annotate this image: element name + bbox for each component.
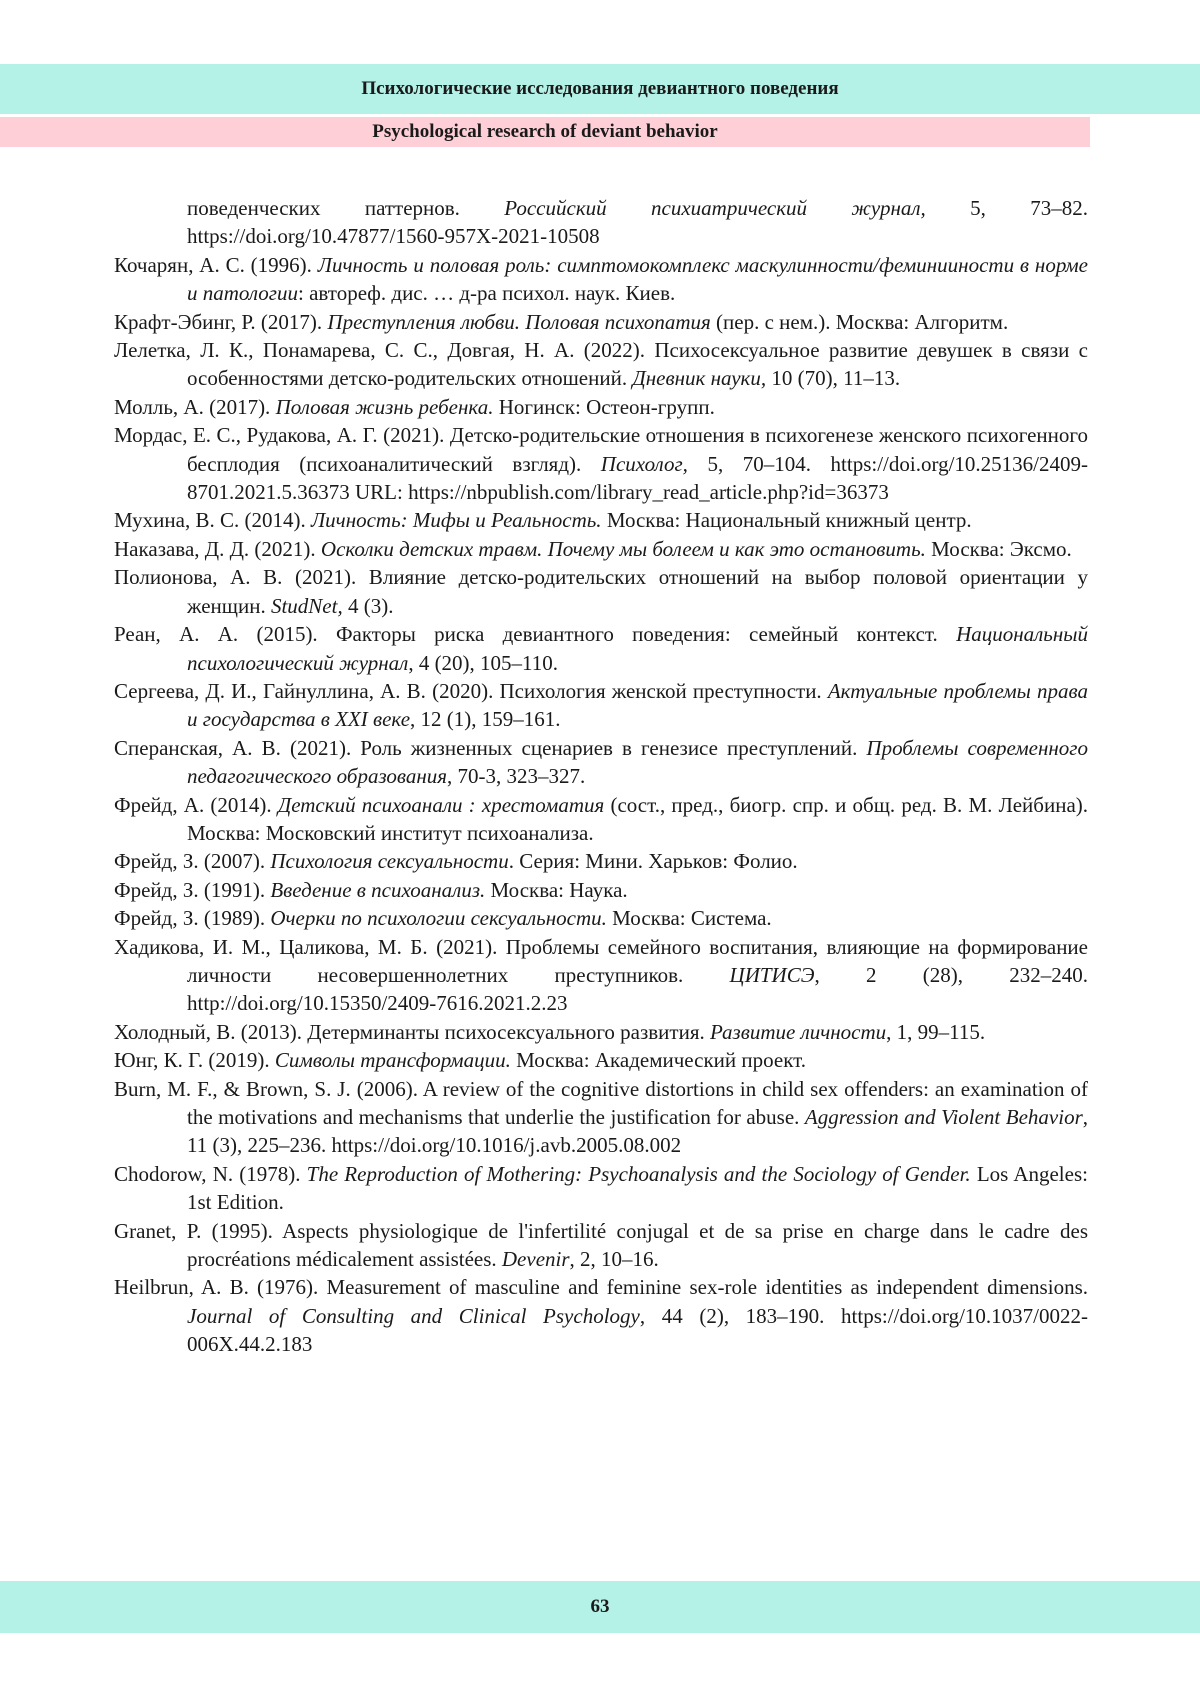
reference-text: Мухина, В. С. (2014). xyxy=(114,508,311,533)
reference-text: Heilbrun, A. B. (1976). Measurement of masculine and feminine sex-role identities as independent dimensions. xyxy=(114,1275,1088,1300)
reference-entry xyxy=(114,1217,1088,1274)
reference-entry xyxy=(114,393,1088,421)
reference-entry xyxy=(114,876,1088,904)
reference-text: Крафт-Эбинг, Р. (2017). xyxy=(114,309,328,334)
reference-source-title: Преступления любви. Половая психопатия xyxy=(327,309,711,334)
reference-source-title: Психология сексуальности xyxy=(270,849,509,874)
reference-entry xyxy=(114,677,1088,734)
journal-section-title-ru xyxy=(0,64,1200,114)
reference-source-title: ЦИТИСЭ xyxy=(729,962,815,987)
reference-text: Москва: Эксмо. xyxy=(925,536,1072,561)
reference-text: , 2 (28), 232–240. http://doi.org/10.15350/2409-7616.2021.2.23 xyxy=(187,962,1088,1016)
reference-entry xyxy=(114,308,1088,336)
reference-entry xyxy=(114,1273,1088,1358)
reference-source-title: Очерки по психологии сексуальности. xyxy=(270,906,607,931)
reference-text: Москва: Наука. xyxy=(485,877,628,902)
reference-text: Фрейд, З. (1991). xyxy=(114,877,271,902)
reference-text: : автореф. дис. … д-ра психол. наук. Киев. xyxy=(298,281,676,306)
reference-text: (сост., пред., биогр. спр. и общ. ред. В. М. Лейбина). Москва: Московский институт психоанализа. xyxy=(187,792,1089,845)
reference-text: Хадикова, И. М., Цаликова, М. Б. (2021). Проблемы семейного воспитания, влияющие на формирование личности несовершеннолетних преступников. xyxy=(114,934,1088,987)
reference-source-title: StudNet, xyxy=(270,593,343,618)
reference-text: (пер. с нем.). Москва: Алгоритм. xyxy=(710,309,1009,334)
reference-text: , 70-3, 323–327. xyxy=(447,764,586,789)
reference-entry xyxy=(114,251,1088,308)
reference-source-title: Актуальные проблемы права и государства в XXI веке xyxy=(187,678,1088,732)
reference-entry xyxy=(114,421,1088,506)
reference-entry xyxy=(114,1075,1088,1160)
reference-text: Ногинск: Остеон-групп. xyxy=(493,394,715,419)
reference-source-title: Введение в психоанализ. xyxy=(270,877,486,902)
reference-text: поведенческих паттернов. xyxy=(187,196,505,220)
reference-text: Москва: Национальный книжный центр. xyxy=(601,508,972,533)
reference-text: , 1, 99–115. xyxy=(886,1019,986,1044)
section-title-en-text: Psychological research of deviant behavior xyxy=(372,121,718,142)
reference-entry xyxy=(114,1046,1088,1074)
reference-source-title: Проблемы современного педагогического образования xyxy=(187,735,1088,789)
reference-entry xyxy=(114,904,1088,932)
reference-text: 4 (3). xyxy=(342,593,394,618)
reference-source-title: Devenir xyxy=(501,1247,570,1272)
reference-entry xyxy=(114,734,1088,791)
reference-source-title: Детский психоанали : хрестоматия xyxy=(277,792,605,817)
reference-text: Юнг, К. Г. (2019). xyxy=(114,1048,275,1073)
reference-entry xyxy=(114,1018,1088,1046)
reference-text: 5, 73–82. https://doi.org/10.47877/1560-957X-2021-10508 xyxy=(187,196,1088,249)
reference-entry xyxy=(114,791,1088,848)
section-title-ru-text: Психологические исследования девиантного поведения xyxy=(361,78,839,99)
reference-text: Лелетка, Л. К., Понамарева, С. С., Довгая, Н. А. (2022). Психосексуальное развитие девушек в связи с особенностями детско-родительских отношений. xyxy=(114,338,1088,391)
reference-text: Холодный, В. (2013). Детерминанты психосексуального развития. xyxy=(114,1019,710,1044)
reference-text: Фрейд, А. (2014). xyxy=(114,792,278,817)
reference-entry xyxy=(114,563,1088,620)
reference-source-title: Символы трансформации. xyxy=(274,1048,511,1073)
reference-source-title: The Reproduction of Mothering: Psychoanalysis and the Sociology of Gender. xyxy=(306,1161,971,1186)
reference-source-title: Осколки детских травм. Почему мы болеем и как это остановить. xyxy=(320,536,926,561)
reference-source-title: Journal of Consulting and Clinical Psychology xyxy=(187,1303,640,1328)
reference-text: , 2, 10–16. xyxy=(569,1247,659,1272)
reference-text: , 12 (1), 159–161. xyxy=(410,707,561,732)
reference-text: 5, 70–104. https://doi.org/10.25136/2409-8701.2021.5.36373 URL: https://nbpublish.com/library_read_article.php?id=36373 xyxy=(187,451,1088,505)
reference-text: Москва: Система. xyxy=(606,906,772,931)
reference-text: Сперанская, А. В. (2021). Роль жизненных сценариев в генезисе преступлений. xyxy=(114,735,867,760)
journal-section-title-en xyxy=(0,117,1090,147)
reference-text: Москва: Академический проект. xyxy=(510,1048,806,1073)
reference-text: Полионова, А. В. (2021). Влияние детско-родительских отношений на выбор половой ориентации у женщин. xyxy=(114,565,1088,618)
reference-source-title: Aggression and Violent Behavior xyxy=(804,1105,1083,1129)
reference-text: , 4 (20), 105–110. xyxy=(408,650,559,675)
reference-entry xyxy=(114,933,1088,1018)
reference-list xyxy=(114,194,1088,1359)
reference-entry xyxy=(114,506,1088,534)
reference-text: , 11 (3), 225–236. https://doi.org/10.1016/j.avb.2005.08.002 xyxy=(187,1105,1089,1158)
page-footer xyxy=(0,1581,1200,1633)
reference-text: 10 (70), 11–13. xyxy=(766,366,901,391)
reference-text: . Серия: Мини. Харьков: Фолио. xyxy=(508,849,798,874)
reference-source-title: Половая жизнь ребенка. xyxy=(275,394,494,419)
reference-source-title: Российский психиатрический журнал, xyxy=(504,196,926,220)
reference-source-title: Личность: Мифы и Реальность. xyxy=(310,508,602,533)
reference-text: Granet, P. (1995). Aspects physiologique de l'infertilité conjugal et de sa prise en charge dans le cadre des procréations médicalement assistées. xyxy=(114,1218,1088,1272)
reference-text: Burn, M. F., & Brown, S. J. (2006). A review of the cognitive distortions in child sex offenders: an examination of the motivations and mechanisms that underlie the justification for abuse. xyxy=(114,1076,1088,1129)
reference-source-title: Развитие личности xyxy=(710,1019,887,1044)
reference-text: Los Angeles: 1st Edition. xyxy=(187,1161,1088,1215)
reference-entry xyxy=(114,336,1088,393)
reference-source-title: Личность и половая роль: симптомокомплекс маскулинности/феминииности в норме и патологии xyxy=(187,252,1088,306)
reference-entry xyxy=(114,847,1088,875)
reference-text: Реан, А. А. (2015). Факторы риска девиантного поведения: семейный контекст. xyxy=(114,622,957,647)
reference-text: Chodorow, N. (1978). xyxy=(114,1161,307,1186)
reference-text: Фрейд, З. (1989). xyxy=(114,906,271,931)
reference-text: Наказава, Д. Д. (2021). xyxy=(114,536,321,561)
page-number: 63 xyxy=(590,1596,610,1617)
reference-entry xyxy=(114,1160,1088,1217)
reference-continuation xyxy=(114,194,1088,251)
reference-text: Кочарян, А. С. (1996). xyxy=(114,252,318,277)
reference-source-title: Национальный психологический журнал xyxy=(187,622,1088,675)
reference-text: , 44 (2), 183–190. https://doi.org/10.1037/0022-006X.44.2.183 xyxy=(187,1303,1088,1357)
reference-source-title: Психолог, xyxy=(600,451,688,476)
reference-entry xyxy=(114,620,1088,677)
reference-source-title: Дневник науки, xyxy=(632,366,767,391)
reference-text: Фрейд, З. (2007). xyxy=(114,849,271,874)
reference-text: Молль, А. (2017). xyxy=(114,394,276,419)
reference-text: Сергеева, Д. И., Гайнуллина, А. В. (2020). Психология женской преступности. xyxy=(114,678,828,703)
reference-entry xyxy=(114,535,1088,563)
reference-text: Мордас, Е. С., Рудакова, А. Г. (2021). Детско-родительские отношения в психогенезе женского психогенного бесплодия (психоаналитический взгляд). xyxy=(114,423,1088,476)
